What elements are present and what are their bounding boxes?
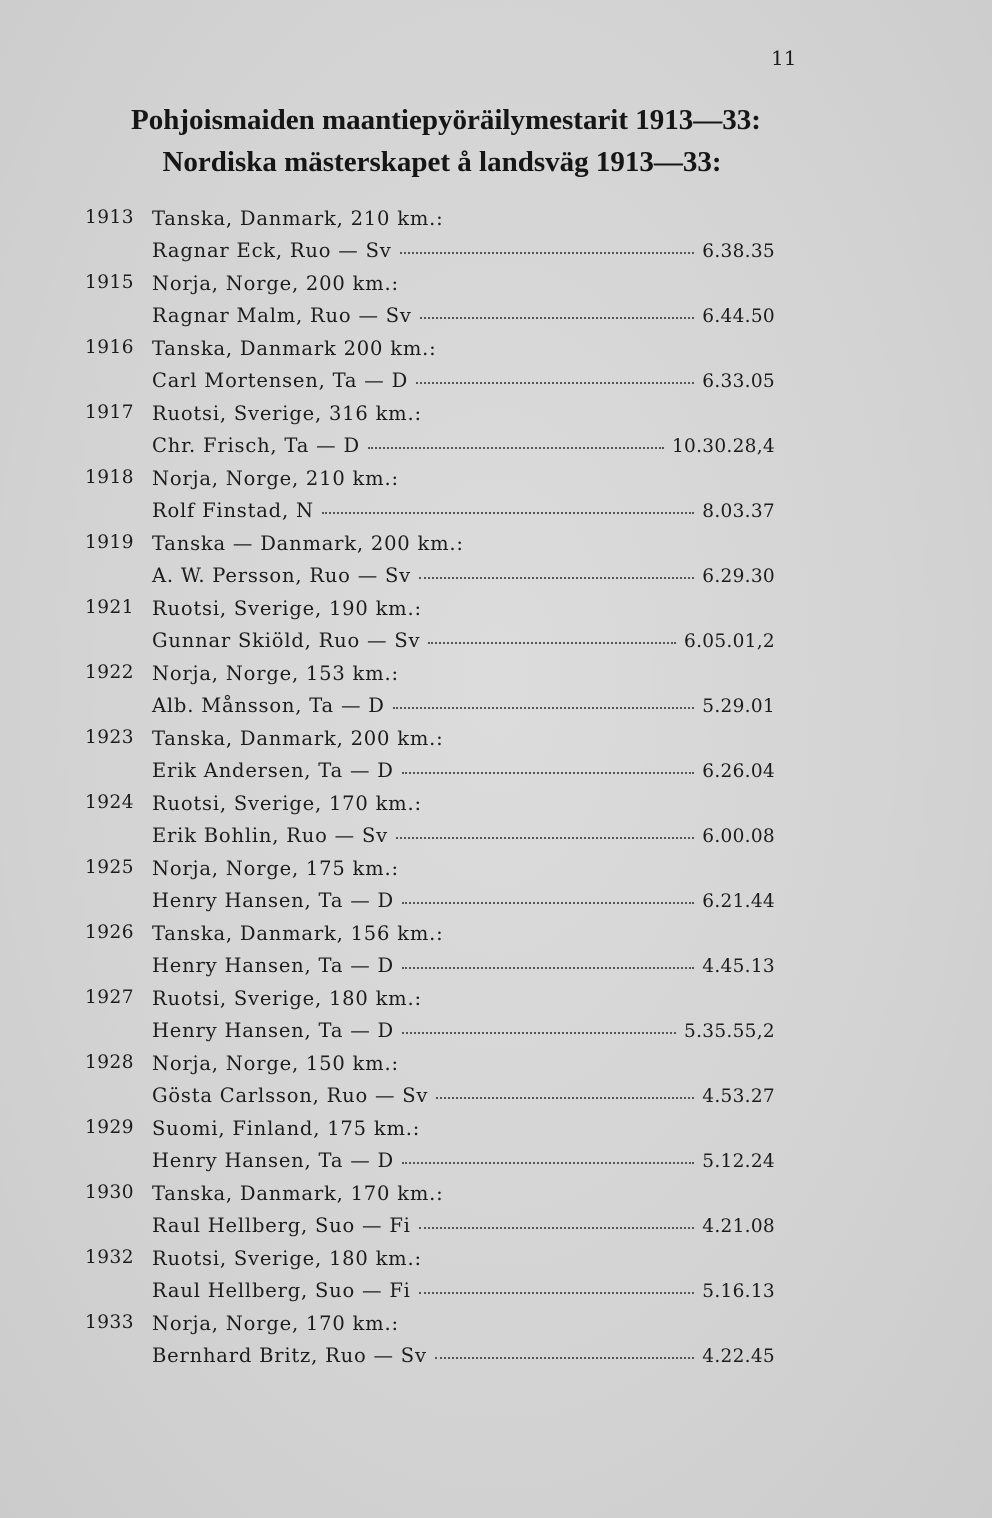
championship-entry <box>0 987 992 1052</box>
entry-race: Suomi, Finland, 175 km.: <box>152 1117 421 1140</box>
championship-entry <box>0 532 992 597</box>
championship-entry <box>0 337 992 402</box>
entry-year: 1926 <box>85 922 135 943</box>
entry-year: 1928 <box>85 1052 135 1073</box>
entry-time: 4.45.13 <box>702 956 775 977</box>
dot-leader <box>396 836 694 839</box>
entry-result <box>152 1214 775 1237</box>
entry-year: 1930 <box>85 1182 135 1203</box>
championship-list <box>0 207 992 1377</box>
entry-winner: Carl Mortensen, Ta — D <box>152 369 409 392</box>
entry-time: 4.21.08 <box>702 1216 775 1237</box>
entry-race: Tanska, Danmark, 170 km.: <box>152 1182 444 1205</box>
entry-race: Ruotsi, Sverige, 180 km.: <box>152 987 422 1010</box>
entry-winner: Raul Hellberg, Suo — Fi <box>152 1279 411 1302</box>
entry-time: 5.16.13 <box>702 1281 775 1302</box>
entry-winner: Henry Hansen, Ta — D <box>152 1149 394 1172</box>
championship-entry <box>0 1182 992 1247</box>
entry-result <box>152 369 775 392</box>
entry-result <box>152 759 775 782</box>
entry-race: Ruotsi, Sverige, 170 km.: <box>152 792 422 815</box>
entry-winner: Raul Hellberg, Suo — Fi <box>152 1214 411 1237</box>
entry-time: 6.44.50 <box>702 306 775 327</box>
entry-year: 1922 <box>85 662 135 683</box>
entry-winner: Ragnar Malm, Ruo — Sv <box>152 304 412 327</box>
entry-winner: Gösta Carlsson, Ruo — Sv <box>152 1084 429 1107</box>
entry-time: 10.30.28,4 <box>671 436 775 457</box>
entry-result <box>152 824 775 847</box>
entry-race: Norja, Norge, 210 km.: <box>152 467 399 490</box>
title-finnish: Pohjoismaiden maantiepyöräilymestarit 1913—33: <box>131 104 761 136</box>
championship-entry <box>0 1052 992 1117</box>
entry-year: 1917 <box>85 402 135 423</box>
entry-year: 1933 <box>85 1312 135 1333</box>
entry-winner: Erik Andersen, Ta — D <box>152 759 394 782</box>
entry-result <box>152 499 775 522</box>
page-number: 11 <box>771 46 797 70</box>
entry-winner: Alb. Månsson, Ta — D <box>152 694 385 717</box>
championship-entry <box>0 857 992 922</box>
dot-leader <box>419 1226 695 1229</box>
dot-leader <box>402 901 694 904</box>
championship-entry <box>0 207 992 272</box>
entry-race: Norja, Norge, 170 km.: <box>152 1312 399 1335</box>
championship-entry <box>0 792 992 857</box>
dot-leader <box>400 251 695 254</box>
entry-winner: Ragnar Eck, Ruo — Sv <box>152 239 392 262</box>
entry-year: 1932 <box>85 1247 135 1268</box>
entry-time: 6.33.05 <box>702 371 775 392</box>
championship-entry <box>0 467 992 532</box>
entry-result <box>152 629 775 652</box>
entry-time: 6.00.08 <box>702 826 775 847</box>
entry-race: Norja, Norge, 150 km.: <box>152 1052 399 1075</box>
dot-leader <box>428 641 676 644</box>
championship-entry <box>0 727 992 792</box>
dot-leader <box>419 576 694 579</box>
entry-race: Ruotsi, Sverige, 180 km.: <box>152 1247 422 1270</box>
entry-winner: Chr. Frisch, Ta — D <box>152 434 360 457</box>
dot-leader <box>416 381 694 384</box>
championship-entry <box>0 1247 992 1312</box>
championship-entry <box>0 662 992 727</box>
entry-time: 6.05.01,2 <box>684 631 775 652</box>
entry-winner: Rolf Finstad, N <box>152 499 314 522</box>
entry-race: Tanska, Danmark 200 km.: <box>152 337 437 360</box>
entry-race: Norja, Norge, 153 km.: <box>152 662 399 685</box>
dot-leader <box>402 966 694 969</box>
entry-result <box>152 1279 775 1302</box>
dot-leader <box>402 771 695 774</box>
entry-result <box>152 889 775 912</box>
title-swedish: Nordiska mästerskapet å landsväg 1913—33: <box>162 146 722 178</box>
entry-year: 1923 <box>85 727 135 748</box>
entry-time: 5.12.24 <box>702 1151 775 1172</box>
entry-race: Ruotsi, Sverige, 190 km.: <box>152 597 422 620</box>
championship-entry <box>0 1117 992 1182</box>
dot-leader <box>322 511 694 514</box>
entry-time: 6.21.44 <box>702 891 775 912</box>
entry-race: Norja, Norge, 175 km.: <box>152 857 399 880</box>
championship-entry <box>0 597 992 662</box>
dot-leader <box>402 1031 676 1034</box>
entry-race: Tanska, Danmark, 156 km.: <box>152 922 444 945</box>
entry-winner: Bernhard Britz, Ruo — Sv <box>152 1344 427 1367</box>
dot-leader <box>420 316 695 319</box>
entry-time: 4.22.45 <box>702 1346 775 1367</box>
entry-year: 1915 <box>85 272 135 293</box>
entry-winner: A. W. Persson, Ruo — Sv <box>152 564 411 587</box>
entry-result <box>152 1019 775 1042</box>
entry-result <box>152 1344 775 1367</box>
entry-year: 1927 <box>85 987 135 1008</box>
entry-winner: Gunnar Skiöld, Ruo — Sv <box>152 629 421 652</box>
entry-year: 1913 <box>85 207 135 228</box>
entry-year: 1918 <box>85 467 135 488</box>
entry-year: 1916 <box>85 337 135 358</box>
entry-time: 4.53.27 <box>702 1086 775 1107</box>
entry-winner: Henry Hansen, Ta — D <box>152 954 394 977</box>
entry-year: 1924 <box>85 792 135 813</box>
entry-result <box>152 304 775 327</box>
entry-result <box>152 1149 775 1172</box>
dot-leader <box>368 446 664 449</box>
dot-leader <box>402 1161 694 1164</box>
entry-result <box>152 239 775 262</box>
dot-leader <box>393 706 695 709</box>
dot-leader <box>419 1291 695 1294</box>
championship-entry <box>0 272 992 337</box>
dot-leader <box>435 1356 694 1359</box>
entry-year: 1925 <box>85 857 135 878</box>
entry-time: 6.29.30 <box>702 566 775 587</box>
entry-race: Norja, Norge, 200 km.: <box>152 272 399 295</box>
championship-entry <box>0 402 992 467</box>
entry-result <box>152 434 775 457</box>
dot-leader <box>436 1096 694 1099</box>
entry-race: Tanska, Danmark, 210 km.: <box>152 207 444 230</box>
entry-year: 1919 <box>85 532 135 553</box>
entry-time: 8.03.37 <box>702 501 775 522</box>
entry-time: 6.26.04 <box>702 761 775 782</box>
entry-race: Tanska, Danmark, 200 km.: <box>152 727 444 750</box>
championship-entry <box>0 922 992 987</box>
entry-winner: Henry Hansen, Ta — D <box>152 1019 394 1042</box>
championship-entry <box>0 1312 992 1377</box>
entry-result <box>152 954 775 977</box>
entry-year: 1929 <box>85 1117 135 1138</box>
entry-race: Ruotsi, Sverige, 316 km.: <box>152 402 422 425</box>
entry-result <box>152 1084 775 1107</box>
entry-winner: Henry Hansen, Ta — D <box>152 889 394 912</box>
entry-time: 5.29.01 <box>702 696 775 717</box>
entry-result <box>152 564 775 587</box>
entry-time: 5.35.55,2 <box>684 1021 775 1042</box>
entry-year: 1921 <box>85 597 135 618</box>
entry-winner: Erik Bohlin, Ruo — Sv <box>152 824 388 847</box>
entry-race: Tanska — Danmark, 200 km.: <box>152 532 464 555</box>
entry-time: 6.38.35 <box>702 241 775 262</box>
entry-result <box>152 694 775 717</box>
